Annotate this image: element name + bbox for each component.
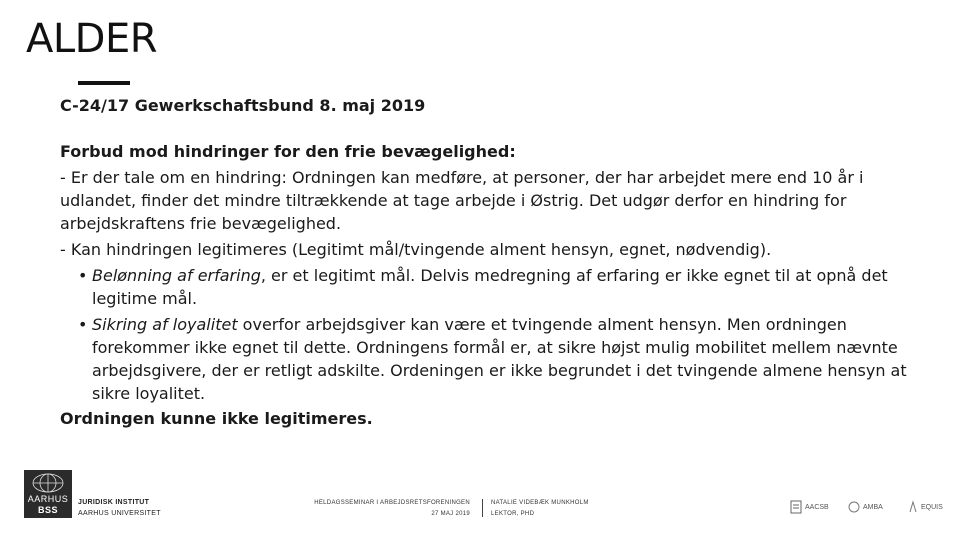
equis-label: EQUIS [921,503,943,511]
bullet-emphasis: Belønning af erfaring [92,266,261,285]
author-name: NATALIE VIDEBÆK MUNKHOLM [491,500,589,506]
bullet-marker: • [78,266,88,285]
logo-text-aarhus: AARHUS [27,494,69,504]
amba-label: AMBA [863,503,883,511]
event-name: HELDAGSSEMINAR I ARBEJDSRETSFORENINGEN [314,500,470,506]
institute-name: JURIDISK INSTITUT [78,499,150,506]
slide-title: ALDER [26,16,158,62]
bullet-text: , er et legitimt mål. Delvis medregning af erfaring er ikke egnet til at opnå det legitime mål. [92,266,888,308]
title-underline [78,81,130,85]
event-block [300,498,470,520]
aarhus-bss-logo [24,470,72,518]
logo-text-bss: BSS [37,505,58,515]
footer-divider [482,499,483,517]
author-block [491,498,589,520]
slide-body [60,94,932,430]
equis-logo [908,498,943,516]
bullet-item [60,313,932,405]
aacsb-label: AACSB [805,503,829,511]
aacsb-icon [790,500,802,514]
institution-block [78,497,161,519]
paragraph-hindrance: - Er der tale om en hindring: Ordningen kan medføre, at personer, der har arbejdet mere end 10 år i udlandet, finder det mindre tiltrækkende at tage arbejde i Østrig. Det udgør derfor en hindring for arbejdskraftens frie bevægelighed. [60,168,864,233]
university-name: AARHUS UNIVERSITET [78,510,161,517]
amba-logo [848,498,883,516]
equis-icon [908,500,918,514]
aacsb-logo [790,498,829,516]
bullet-emphasis: Sikring af loyalitet [92,315,238,334]
event-date: 27 MAJ 2019 [431,511,470,517]
conclusion: Ordningen kunne ikke legitimeres. [60,409,373,428]
case-reference: C-24/17 Gewerkschaftsbund 8. maj 2019 [60,96,426,115]
amba-icon [848,500,860,514]
paragraph-legitimation: - Kan hindringen legitimeres (Legitimt mål/tvingende alment hensyn, egnet, nødvendig). [60,240,772,259]
bullet-item [60,264,932,310]
bullet-marker: • [78,315,88,334]
author-title: LEKTOR, PHD [491,511,535,517]
section-heading: Forbud mod hindringer for den frie bevægelighed: [60,142,516,161]
bullet-text: overfor arbejdsgiver kan være et tvingende alment hensyn. Men ordningen forekommer ikke egnet til dette. Ordningens formål er, at sikre højst mulig mobilitet mellem nævnte arbejdsgivere, der er retligt adskilte. Ordeningen er ikke begrundet i det tvingende almene hensyn at sikre loyalitet. [92,315,907,403]
